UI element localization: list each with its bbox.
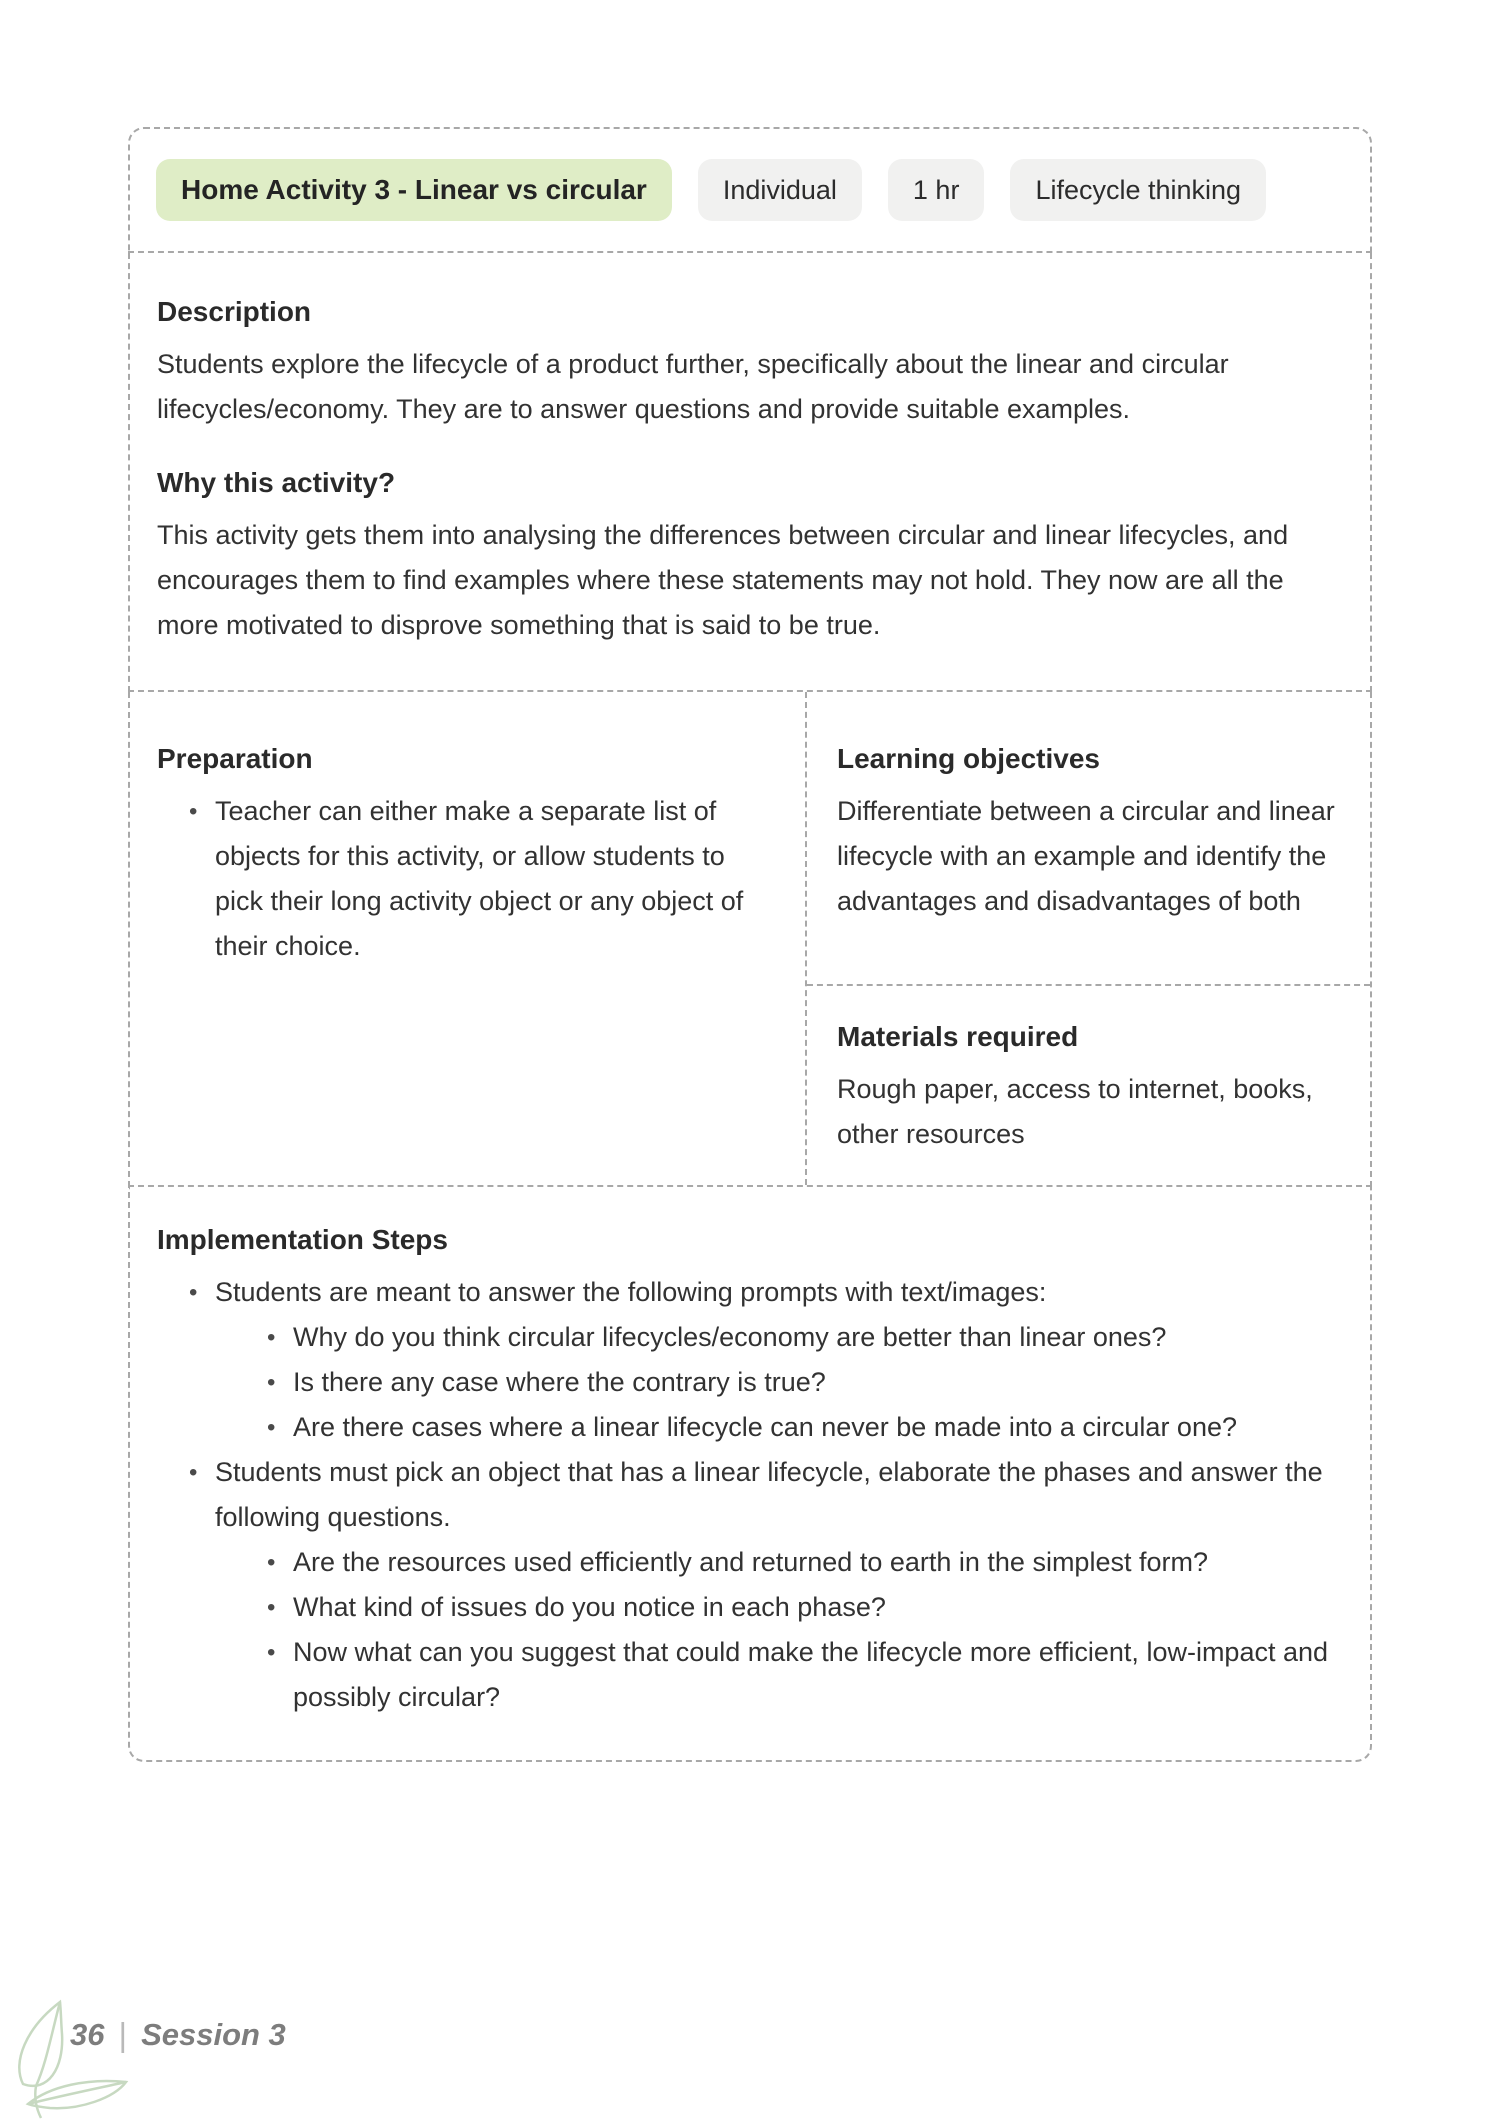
why-text: This activity gets them into analysing the differences between circular and linear lifecycles, and encourages them to find examples where these statements may not hold. They now are all the more motivated to disprove something that is said to be true. <box>157 520 1289 640</box>
list-item <box>187 1270 1340 1450</box>
learning-objectives-text: Differentiate between a circular and linear lifecycle with an example and identify the advantages and disadvantages of both <box>837 796 1335 916</box>
description-heading: Description <box>157 296 312 327</box>
list-item: • Are the resources used efficiently and returned to earth in the simplest form? <box>265 1540 1340 1585</box>
list-item: • What kind of issues do you notice in each phase? <box>265 1585 1340 1630</box>
session-label: Session 3 <box>141 2017 286 2052</box>
page-number: 36 <box>70 2017 105 2052</box>
materials-text: Rough paper, access to internet, books, other resources <box>837 1074 1313 1149</box>
list-item: • Teacher can either make a separate list of objects for this activity, or allow students to pick their long activity object or any object of their choice. <box>187 789 769 969</box>
footer-separator: | <box>118 2016 128 2053</box>
preparation-heading: Preparation <box>157 743 313 774</box>
list-item <box>187 1450 1340 1720</box>
middle-box <box>128 692 1372 1187</box>
list-item: • Are there cases where a linear lifecycle can never be made into a circular one? <box>265 1405 1340 1450</box>
tag-duration: 1 hr <box>888 159 985 221</box>
learning-objectives-heading: Learning objectives <box>837 743 1100 774</box>
page-footer <box>70 2016 286 2054</box>
list-item: • Why do you think circular lifecycles/economy are better than linear ones? <box>265 1315 1340 1360</box>
step-text: Students are meant to answer the following prompts with text/images: <box>215 1277 1047 1307</box>
implementation-box <box>128 1187 1372 1762</box>
overview-box <box>128 253 1372 692</box>
list-item: • Is there any case where the contrary is true? <box>265 1360 1340 1405</box>
sub-list <box>265 1315 1340 1450</box>
step-text: Students must pick an object that has a linear lifecycle, elaborate the phases and answer the following questions. <box>215 1457 1323 1532</box>
sub-list <box>265 1540 1340 1720</box>
materials-heading: Materials required <box>837 1021 1079 1052</box>
preparation-panel <box>130 692 807 1185</box>
activity-title-badge: Home Activity 3 - Linear vs circular <box>156 159 672 221</box>
right-column <box>807 692 1370 1185</box>
implementation-list <box>187 1270 1340 1720</box>
learning-objectives-panel <box>807 692 1370 984</box>
leaf-logo-icon <box>8 1996 158 2122</box>
preparation-list <box>187 789 769 969</box>
implementation-heading: Implementation Steps <box>157 1224 448 1255</box>
tag-topic: Lifecycle thinking <box>1010 159 1266 221</box>
list-item: • Now what can you suggest that could make the lifecycle more efficient, low-impact and possibly circular? <box>265 1630 1340 1720</box>
description-text: Students explore the lifecycle of a product further, specifically about the linear and circular lifecycles/economy. They are to answer questions and provide suitable examples. <box>157 349 1229 424</box>
tag-audience: Individual <box>698 159 862 221</box>
materials-panel <box>807 984 1370 1185</box>
activity-header-box <box>128 127 1372 253</box>
why-heading: Why this activity? <box>157 467 396 498</box>
